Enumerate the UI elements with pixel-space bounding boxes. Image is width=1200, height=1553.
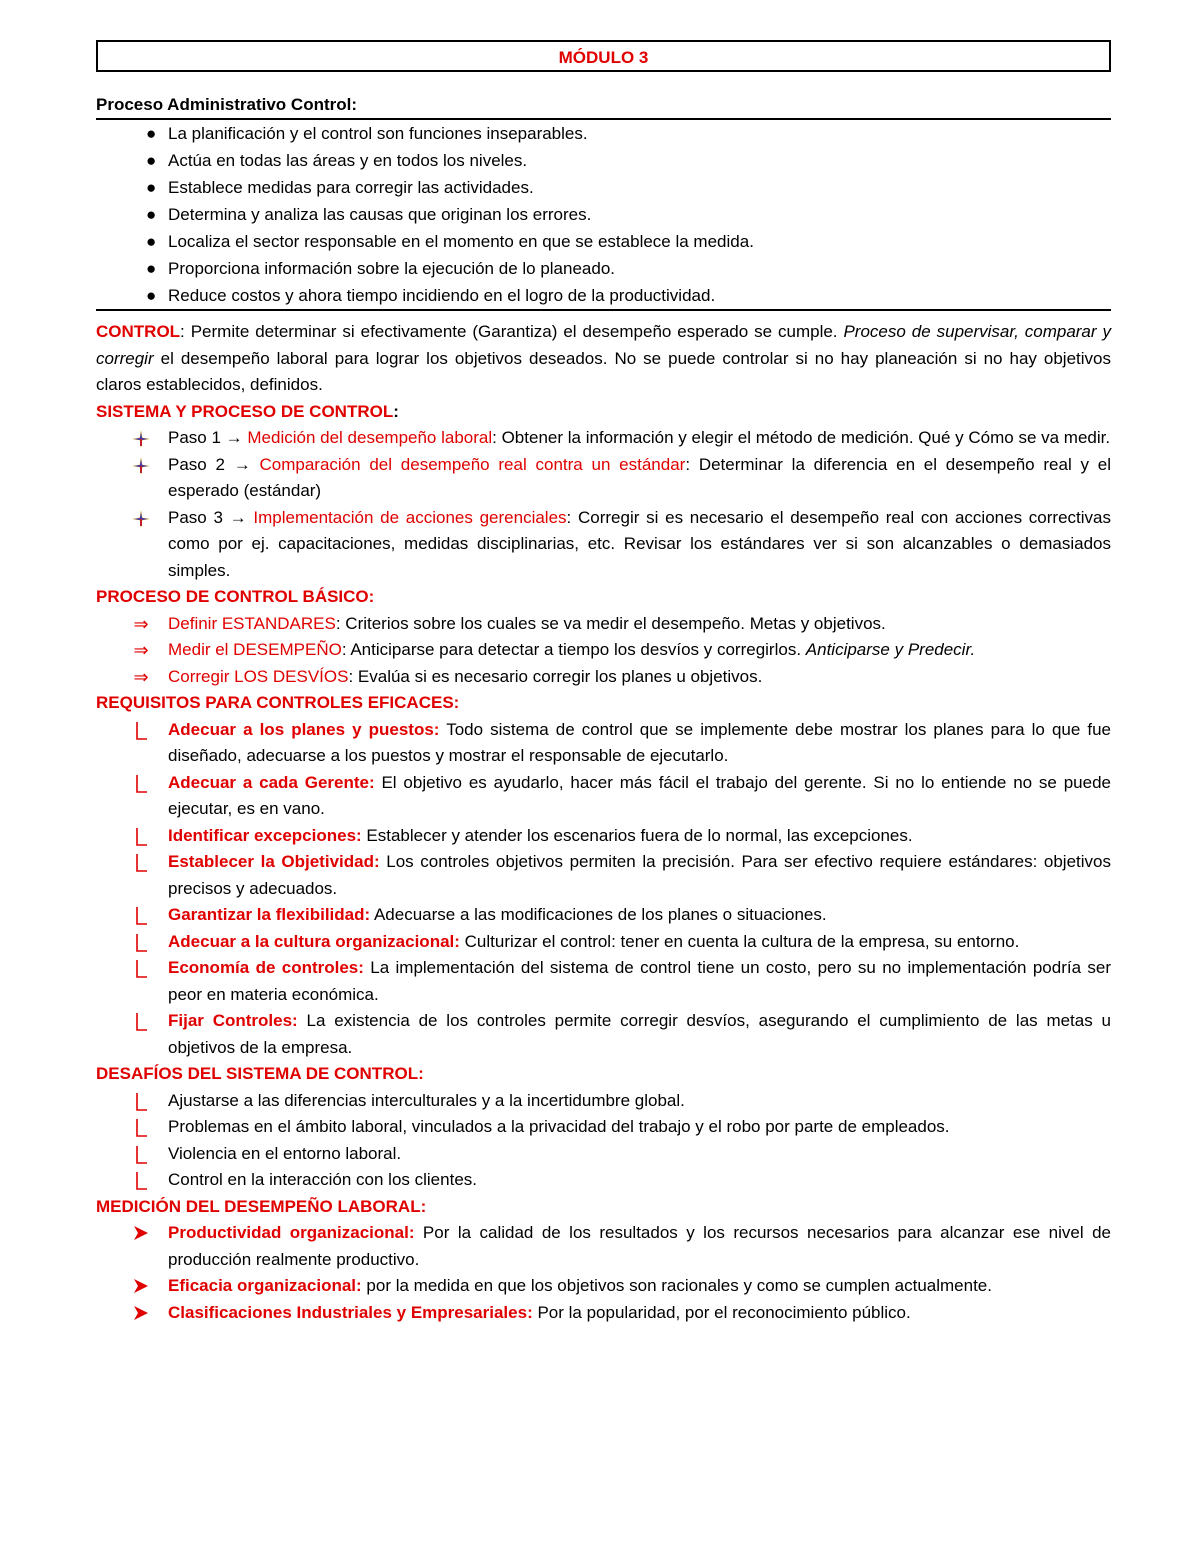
corner-bullet-icon [128, 955, 154, 980]
medicion-heading: MEDICIÓN DEL DESEMPEÑO LABORAL: [96, 1196, 427, 1216]
list-item: Ajustarse a las diferencias interculturales y a la incertidumbre global. [96, 1088, 1111, 1115]
sparkle-bullet-icon [132, 510, 150, 537]
list-item: Garantizar la flexibilidad: Adecuarse a las modificaciones de los planes o situaciones. [96, 902, 1111, 929]
list-item: ● Reduce costos y ahora tiempo incidiendo en el logro de la productividad. [96, 282, 1111, 309]
list-item: Control en la interacción con los clientes. [96, 1167, 1111, 1194]
arrowhead-bullet-icon [128, 1273, 154, 1303]
control-bullet-list [96, 120, 1111, 311]
corner-bullet-icon [128, 1008, 154, 1033]
corner-bullet-icon [128, 717, 154, 742]
list-item: Eficacia organizacional: por la medida en que los objetivos son racionales y como se cumplen actualmente. [96, 1273, 1111, 1300]
corner-bullet-icon [128, 902, 154, 927]
bullet-icon: ● [146, 286, 157, 305]
medicion-list [96, 1220, 1111, 1326]
bullet-icon: ● [146, 259, 157, 278]
list-item: Problemas en el ámbito laboral, vinculados a la privacidad del trabajo y el robo por parte de empleados. [96, 1114, 1111, 1141]
list-item: ⇒ Corregir LOS DESVÍOS: Evalúa si es necesario corregir los planes u objetivos. [96, 664, 1111, 691]
sistema-steps [96, 425, 1111, 584]
list-item: Economía de controles: La implementación del sistema de control tiene un costo, pero su no implementación podría ser peor en materia económica. [96, 955, 1111, 1008]
corner-bullet-icon [128, 1114, 154, 1139]
arrowhead-bullet-icon [128, 1220, 154, 1250]
requisitos-heading: REQUISITOS PARA CONTROLES EFICACES: [96, 693, 460, 712]
module-title: MÓDULO 3 [96, 40, 1111, 72]
list-item: Paso 2 → Comparación del desempeño real contra un estándar: Determinar la diferencia en el desempeño real y el esperado (estándar) [96, 452, 1111, 505]
list-item: Establecer la Objetividad: Los controles objetivos permiten la precisión. Para ser efectivo requiere estándares: objetivos precisos y adecuados. [96, 849, 1111, 902]
list-item: ⇒ Medir el DESEMPEÑO: Anticiparse para detectar a tiempo los desvíos y corregirlos. Anticiparse y Predecir. [96, 637, 1111, 664]
list-item: Productividad organizacional: Por la calidad de los resultados y los recursos necesarios para alcanzar ese nivel de producción realmente productivo. [96, 1220, 1111, 1273]
list-item: ● Establece medidas para corregir las actividades. [96, 174, 1111, 201]
document-page [96, 40, 1111, 1326]
list-item: Identificar excepciones: Establecer y atender los escenarios fuera de lo normal, las excepciones. [96, 823, 1111, 850]
desafios-heading: DESAFÍOS DEL SISTEMA DE CONTROL: [96, 1064, 424, 1083]
list-item: ● Proporciona información sobre la ejecución de lo planeado. [96, 255, 1111, 282]
corner-bullet-icon [128, 1088, 154, 1113]
list-item: ● Actúa en todas las áreas y en todos los niveles. [96, 147, 1111, 174]
list-item: Fijar Controles: La existencia de los controles permite corregir desvíos, asegurando el cumplimiento de las metas u objetivos de la empresa. [96, 1008, 1111, 1061]
corner-bullet-icon [128, 1167, 154, 1192]
double-arrow-icon: ⇒ [133, 640, 149, 660]
corner-bullet-icon [128, 770, 154, 795]
double-arrow-icon: ⇒ [133, 666, 149, 687]
list-item: Adecuar a los planes y puestos: Todo sistema de control que se implemente debe mostrar los planes para lo que fue diseñado, adecuarse a los puestos y mostrar el responsable de ejecutarlo. [96, 717, 1111, 770]
requisitos-list [96, 717, 1111, 1062]
list-item: Paso 1 → Medición del desempeño laboral: Obtener la información y elegir el método de medición. Qué y Cómo se va medir. [96, 425, 1111, 452]
bullet-icon: ● [146, 232, 157, 251]
sparkle-bullet-icon [132, 457, 150, 484]
basico-list [96, 611, 1111, 691]
list-item: ● Localiza el sector responsable en el momento en que se establece la medida. [96, 228, 1111, 255]
list-item: Clasificaciones Industriales y Empresariales: Por la popularidad, por el reconocimiento público. [96, 1300, 1111, 1327]
admin-control-section [96, 92, 1111, 311]
control-definition: CONTROL: Permite determinar si efectivamente (Garantiza) el desempeño esperado se cumple. Proceso de supervisar, comparar y corregir el desempeño laboral para lograr los objetivos deseados. No se puede controlar si no hay planeación si no hay objetivos claros establecidos, definidos. [96, 322, 1111, 394]
bullet-icon: ● [146, 205, 157, 224]
corner-bullet-icon [128, 929, 154, 954]
list-item: Paso 3 → Implementación de acciones gerenciales: Corregir si es necesario el desempeño real con acciones correctivas como por ej. capacitaciones, medidas disciplinarias, etc. Revisar los estándares ver si son alcanzables o demasiados simples. [96, 505, 1111, 585]
corner-bullet-icon [128, 849, 154, 874]
list-item: Adecuar a la cultura organizacional: Culturizar el control: tener en cuenta la cultura de la empresa, su entorno. [96, 929, 1111, 956]
bullet-icon: ● [146, 124, 157, 143]
list-item: ⇒ Definir ESTANDARES: Criterios sobre los cuales se va medir el desempeño. Metas y objetivos. [96, 611, 1111, 638]
desafios-list [96, 1088, 1111, 1194]
control-term: CONTROL [96, 322, 181, 341]
list-item: Adecuar a cada Gerente: El objetivo es ayudarlo, hacer más fácil el trabajo del gerente. Si no lo entiende no se puede ejecutar, es en vano. [96, 770, 1111, 823]
bullet-icon: ● [146, 178, 157, 197]
list-item: Violencia en el entorno laboral. [96, 1141, 1111, 1168]
arrowhead-bullet-icon [128, 1300, 154, 1330]
sistema-heading: SISTEMA Y PROCESO DE CONTROL: [96, 401, 399, 421]
double-arrow-icon: ⇒ [133, 613, 149, 634]
section-subtitle: Proceso Administrativo Control: [96, 95, 358, 114]
corner-bullet-icon [128, 823, 154, 848]
list-item: ● La planificación y el control son funciones inseparables. [96, 120, 1111, 147]
bullet-icon: ● [146, 151, 157, 170]
list-item: ● Determina y analiza las causas que originan los errores. [96, 201, 1111, 228]
basico-heading: PROCESO DE CONTROL BÁSICO: [96, 587, 375, 606]
corner-bullet-icon [128, 1141, 154, 1166]
